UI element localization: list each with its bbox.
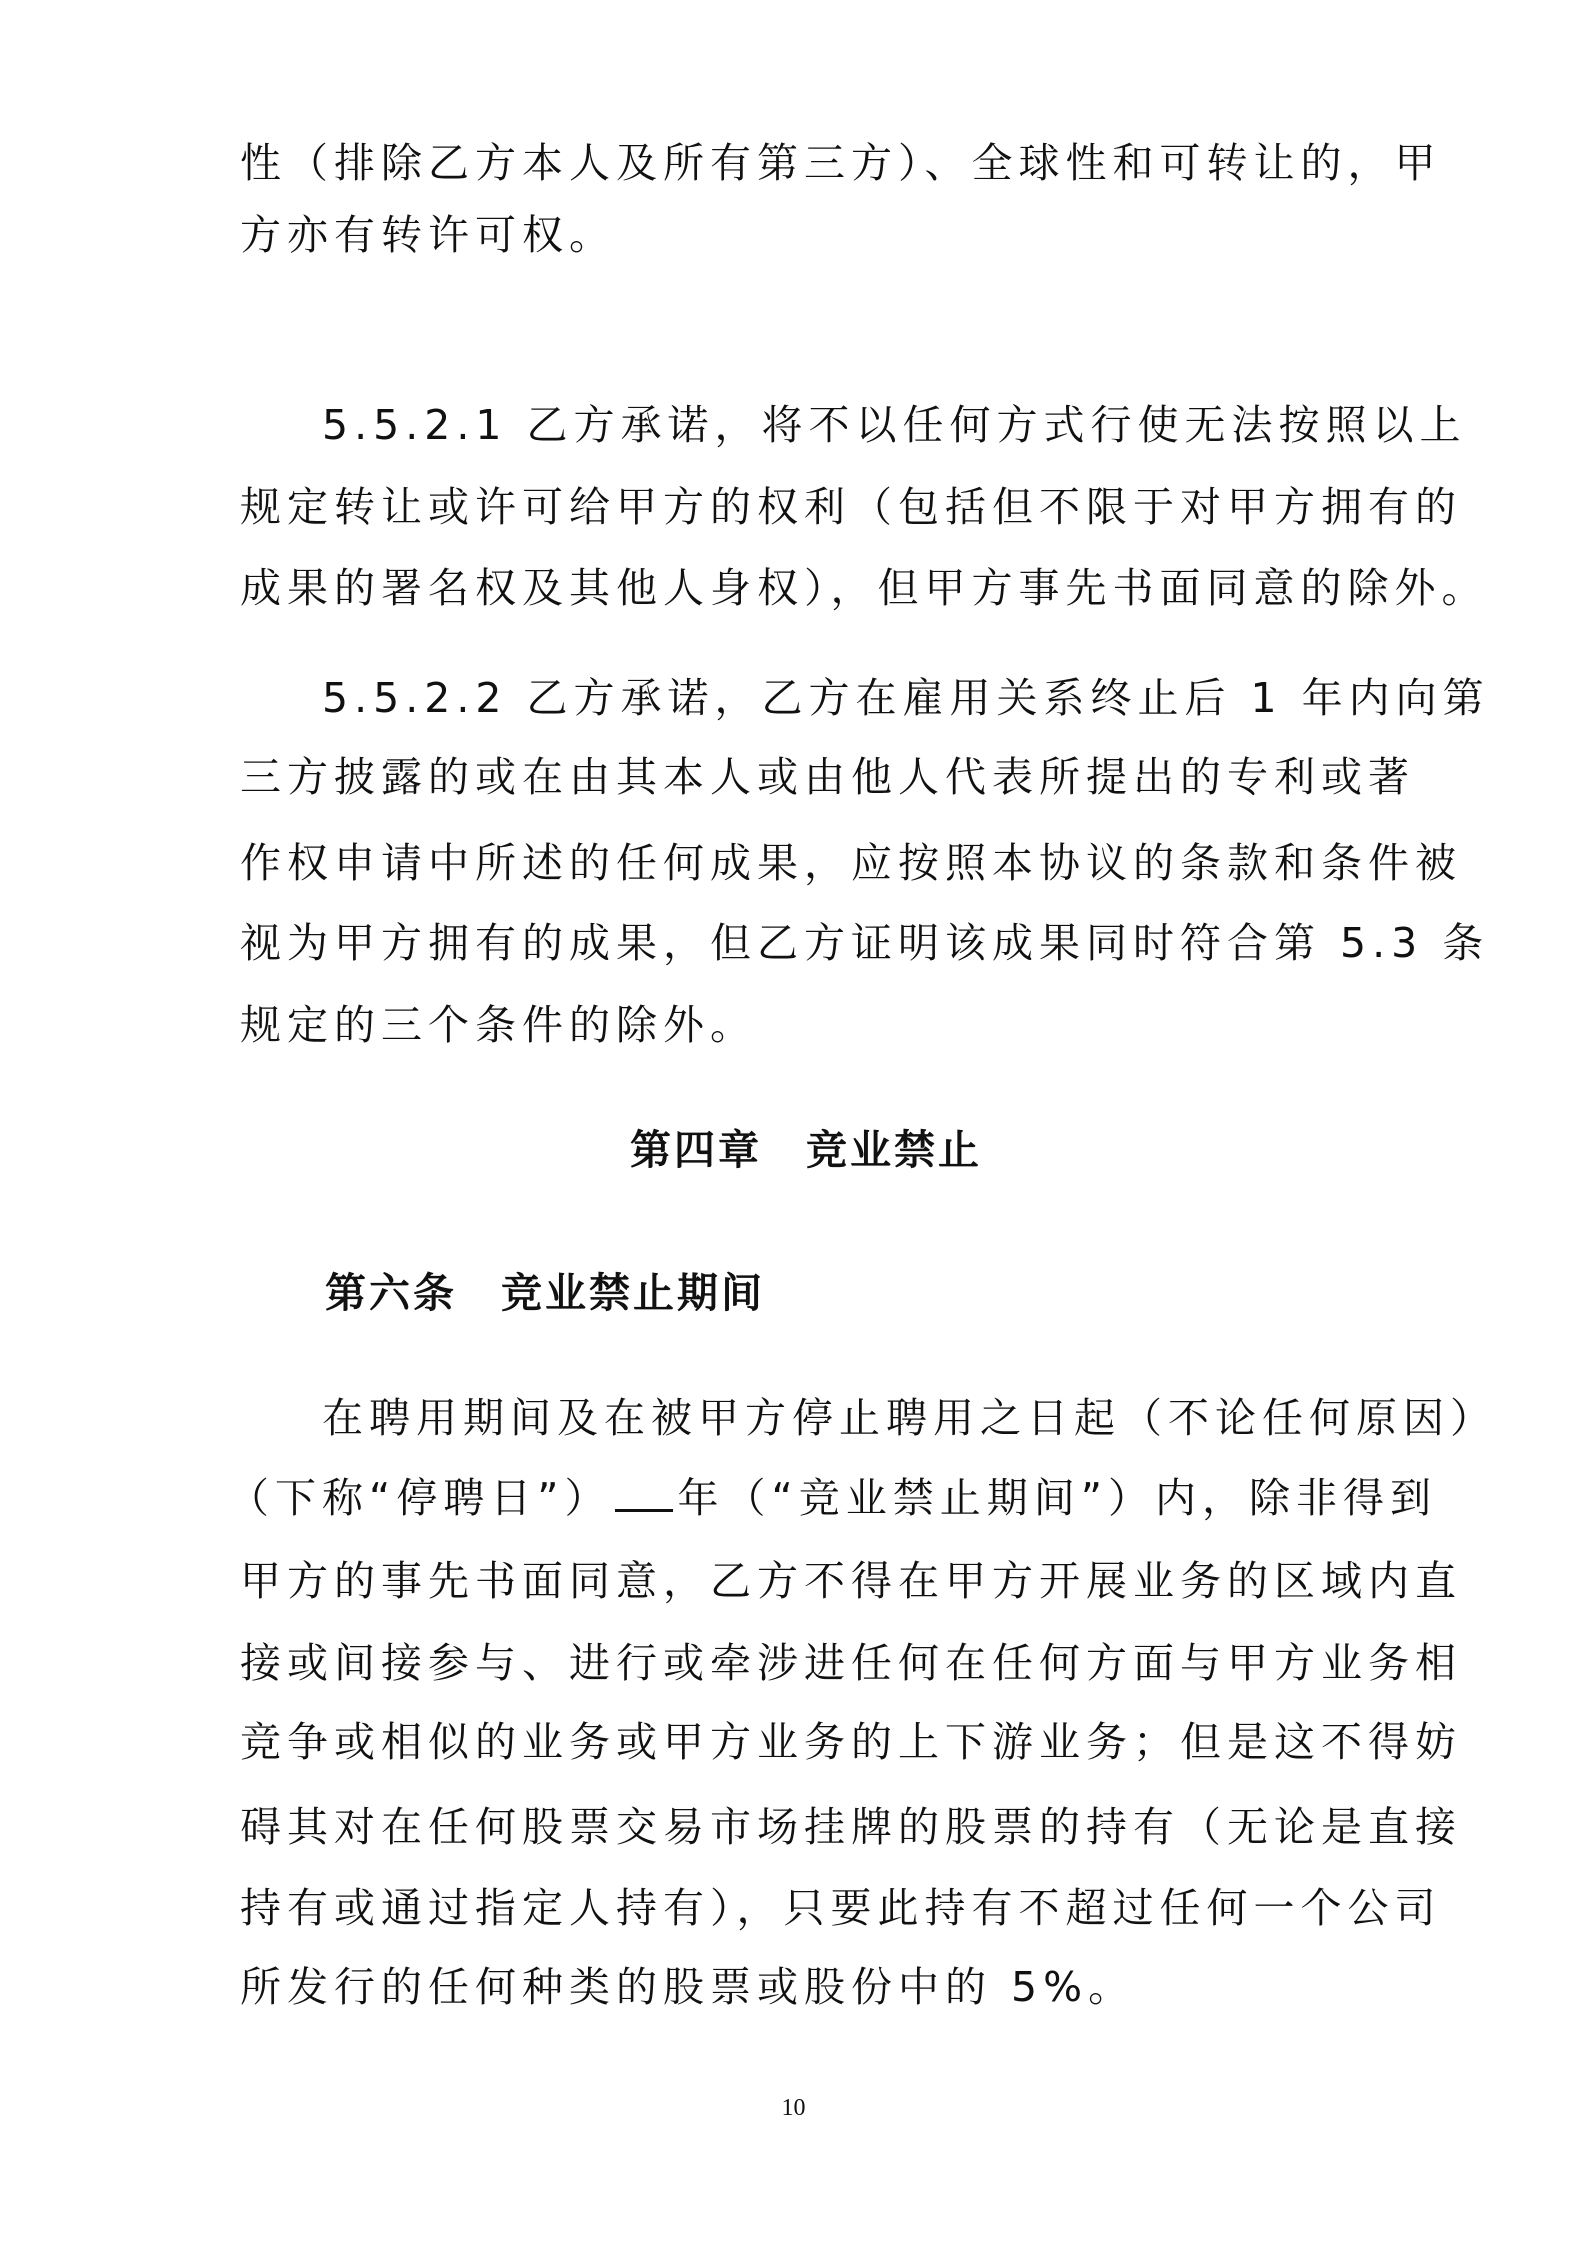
article-body-line: 碍其对在任何股票交易市场挂牌的股票的持有（无论是直接 xyxy=(240,1803,1462,1851)
clause-5522-line: 三方披露的或在由其本人或由他人代表所提出的专利或著 xyxy=(240,753,1415,801)
article-body-text: 年（“竞业禁止期间”）内，除非得到 xyxy=(677,1474,1437,1522)
article-body-line: 甲方的事先书面同意，乙方不得在甲方开展业务的区域内直 xyxy=(240,1557,1462,1605)
clause-5522-line: 规定的三个条件的除外。 xyxy=(240,1001,757,1049)
chapter-title: 第四章 竞业禁止 xyxy=(630,1126,982,1174)
paragraph-line: 性（排除乙方本人及所有第三方）、全球性和可转让的，甲 xyxy=(240,139,1442,187)
article-body-line-with-blank xyxy=(228,1473,1437,1523)
clause-5521-line: 成果的署名权及其他人身权），但甲方事先书面同意的除外。 xyxy=(240,564,1489,612)
article-body-line: 接或间接参与、进行或牵涉进任何在任何方面与甲方业务相 xyxy=(240,1639,1462,1687)
article-title: 第六条 竞业禁止期间 xyxy=(325,1269,765,1317)
clause-5521-line: 规定转让或许可给甲方的权利（包括但不限于对甲方拥有的 xyxy=(240,483,1462,531)
clause-5521-line: 5.5.2.1 乙方承诺，将不以任何方式行使无法按照以上 xyxy=(322,401,1467,449)
article-body-line: 竞争或相似的业务或甲方业务的上下游业务；但是这不得妨 xyxy=(240,1718,1462,1766)
clause-5522-line: 5.5.2.2 乙方承诺，乙方在雇用关系终止后 1 年内向第 xyxy=(322,674,1490,722)
article-body-line: 在聘用期间及在被甲方停止聘用之日起（不论任何原因） xyxy=(322,1394,1497,1442)
article-body-line: 持有或通过指定人持有），只要此持有不超过任何一个公司 xyxy=(240,1884,1442,1932)
article-body-text: （下称“停聘日”） xyxy=(228,1474,612,1522)
article-body-line: 所发行的任何种类的股票或股份中的 5%。 xyxy=(240,1963,1136,2011)
clause-5522-line: 作权申请中所述的任何成果，应按照本协议的条款和条件被 xyxy=(240,839,1462,887)
clause-5522-line: 视为甲方拥有的成果，但乙方证明该成果同时符合第 5.3 条 xyxy=(240,919,1490,967)
fill-in-blank xyxy=(615,1473,673,1512)
page-number: 10 xyxy=(781,2095,806,2121)
paragraph-line: 方亦有转许可权。 xyxy=(240,211,616,259)
